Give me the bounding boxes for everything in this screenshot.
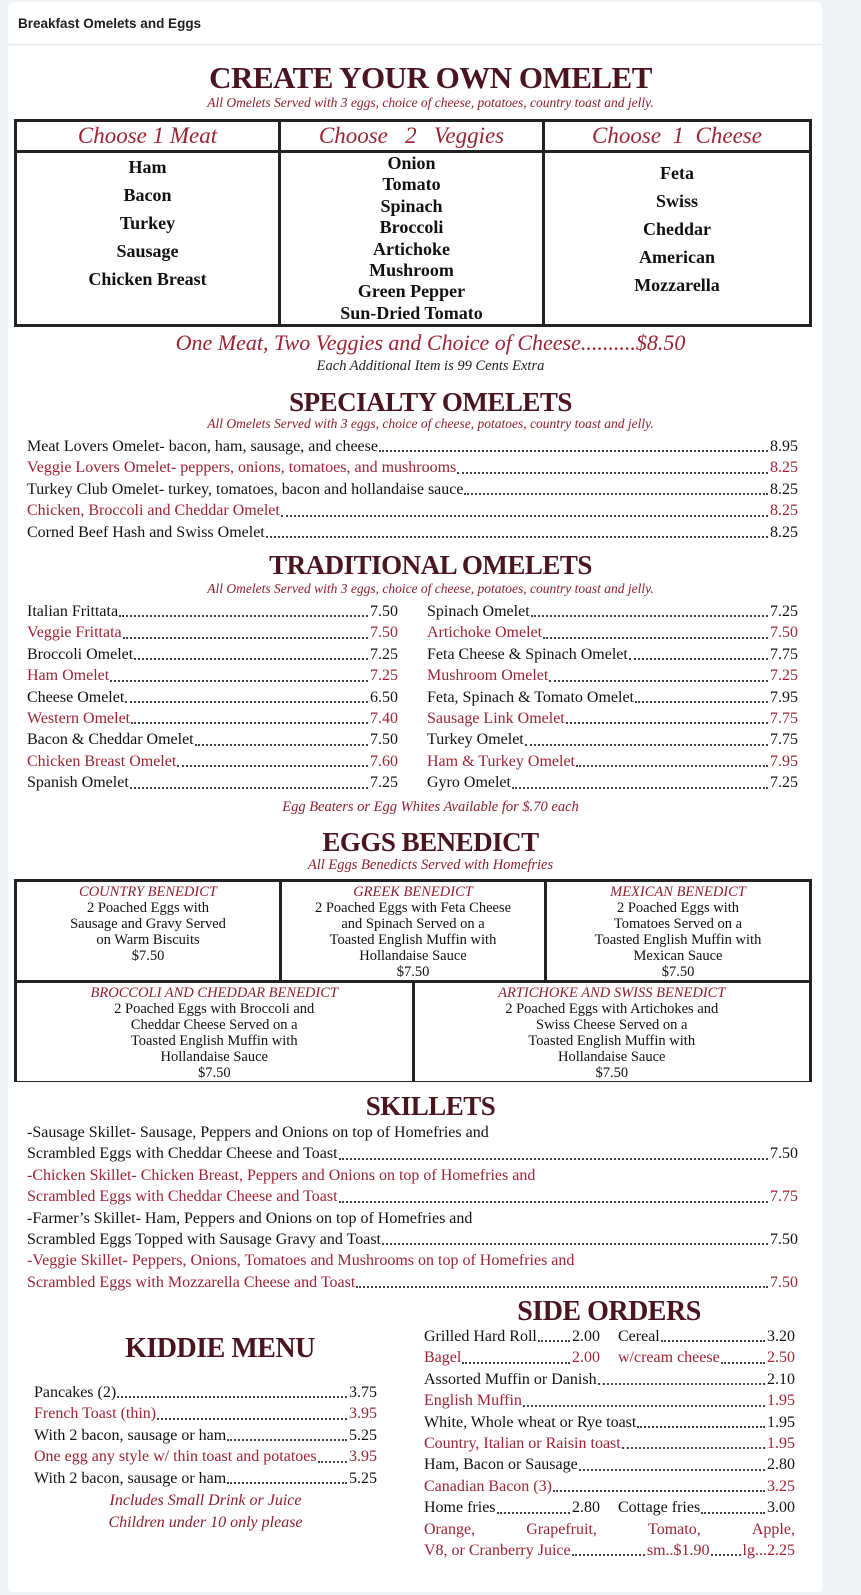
item-name: With 2 bacon, sausage or ham [34, 1426, 227, 1444]
egg-whites-note: Egg Beaters or Egg Whites Available for $.70 each [282, 799, 579, 815]
leader-dots [598, 1369, 765, 1385]
benedict-desc-line: 2 Poached Eggs with Feta Cheese [314, 900, 512, 916]
skillets-title: SKILLETS [365, 1091, 496, 1121]
juice-item [424, 1519, 795, 1562]
traditional-item [427, 729, 798, 750]
create-extra-note: Each Additional Item is 99 Cents Extra [316, 358, 545, 374]
benedict-name: MEXICAN BENEDICT [610, 884, 746, 900]
benedict-desc-line: Tomatoes Served on a [613, 916, 743, 932]
leader-dots [195, 729, 368, 745]
side-pair-row [424, 1347, 795, 1368]
item-price: 2.80 [767, 1456, 795, 1474]
side-item-b [618, 1347, 795, 1368]
item-price: 3.00 [767, 1499, 795, 1517]
skillet-item [27, 1250, 798, 1293]
traditional-item [427, 665, 798, 686]
choice-column [281, 122, 545, 324]
item-name: Country, Italian or Raisin toast [424, 1435, 621, 1453]
traditional-list-right [427, 601, 798, 794]
item-price: 3.95 [349, 1448, 377, 1466]
leader-dots [339, 1143, 768, 1159]
item-price: 2.00 [572, 1349, 600, 1367]
sides-list [424, 1326, 795, 1561]
juice-large-price: lg...2.25 [742, 1542, 795, 1560]
choice-column [17, 122, 281, 324]
item-price: 6.50 [370, 688, 398, 706]
item-name: Turkey Club Omelet- turkey, tomatoes, bacon and hollandaise sauce [27, 480, 464, 498]
item-name: Veggie Frittata [27, 624, 122, 642]
benedict-table [14, 879, 812, 1082]
juice-name: Apple, [751, 1520, 795, 1538]
item-price: 2.50 [767, 1349, 795, 1367]
benedict-price: $7.50 [197, 1065, 231, 1081]
benedict-desc-line: Toasted English Muffin with [130, 1033, 298, 1049]
item-name: Spinach Omelet [427, 603, 530, 620]
leader-dots [119, 601, 368, 617]
item-price: 7.50 [370, 731, 398, 749]
item-name: Corned Beef Hash and Swiss Omelet [27, 523, 265, 541]
leader-dots [579, 1454, 765, 1470]
kiddie-note: Includes Small Drink or Juice [109, 1492, 302, 1509]
leader-dots [523, 1390, 765, 1406]
side-item [424, 1390, 795, 1411]
traditional-item [27, 687, 398, 708]
item-name: Turkey Omelet [427, 731, 524, 749]
item-price: 7.95 [770, 752, 798, 770]
juice-name: Tomato, [648, 1520, 701, 1538]
leader-dots [635, 687, 768, 703]
leader-dots [701, 1497, 765, 1513]
column-header: Choose 1 Meat [17, 122, 278, 153]
item-price: 7.60 [370, 752, 398, 770]
side-item [424, 1454, 795, 1475]
leader-dots [110, 665, 368, 681]
benedict-cell [415, 983, 810, 1081]
benedict-name: COUNTRY BENEDICT [79, 884, 217, 900]
benedict-price: $7.50 [595, 1065, 629, 1081]
leader-dots [379, 436, 768, 452]
option-item: Sun-Dried Tomato [340, 302, 483, 323]
item-price: 3.20 [767, 1328, 795, 1345]
leader-dots [543, 622, 768, 638]
item-price: 7.25 [370, 774, 398, 792]
item-name: Cottage fries [618, 1499, 701, 1517]
leader-dots [134, 644, 368, 660]
juice-name: Orange, [424, 1520, 476, 1538]
item-price: 2.10 [767, 1370, 795, 1388]
benedict-price: $7.50 [661, 964, 695, 980]
item-name: With 2 bacon, sausage or ham [34, 1469, 227, 1487]
benedict-desc-line: Mexican Sauce [633, 948, 723, 964]
kiddie-list [34, 1382, 377, 1489]
skillet-desc-line: -Sausage Skillet- Sausage, Peppers and Onions on top of Homefries and [27, 1124, 489, 1141]
benedict-desc-line: 2 Poached Eggs with [86, 900, 210, 916]
item-name: Bacon & Cheddar Omelet [27, 731, 194, 749]
benedict-desc-line: Sausage and Gravy Served [70, 916, 226, 932]
option-item: American [639, 247, 715, 267]
option-item: Broccoli [379, 217, 444, 238]
benedict-desc-line: and Spinach Served on a [341, 916, 485, 932]
item-price: 3.25 [767, 1477, 795, 1495]
create-title: CREATE YOUR OWN OMELET [209, 60, 652, 95]
item-price: 7.50 [370, 603, 398, 620]
specialty-title: SPECIALTY OMELETS [289, 387, 572, 417]
item-price: 1.95 [767, 1435, 795, 1453]
item-price: 7.50 [770, 1231, 798, 1249]
item-price: 1.95 [767, 1413, 795, 1431]
option-item: Mozzarella [634, 275, 720, 295]
leader-dots [227, 1468, 347, 1484]
item-name: Cereal [618, 1328, 660, 1345]
item-name: Veggie Lovers Omelet- peppers, onions, tomatoes, and mushrooms [27, 459, 457, 477]
leader-dots [130, 772, 368, 788]
scrollbar[interactable] [822, 44, 861, 1595]
leader-dots [131, 708, 368, 724]
kiddie-item [34, 1425, 377, 1446]
leader-dots [525, 729, 768, 745]
specialty-item [27, 436, 798, 457]
juice-small-price: sm..$1.90 [646, 1542, 710, 1560]
item-name: French Toast (thin) [34, 1405, 157, 1423]
item-price: 8.25 [770, 480, 798, 498]
juice-line-2 [424, 1540, 795, 1561]
benedict-price: $7.50 [396, 964, 430, 980]
choice-column [545, 122, 809, 324]
kiddie-title: KIDDIE MENU [125, 1333, 315, 1364]
item-name: Chicken, Broccoli and Cheddar Omelet [27, 502, 280, 520]
column-header: Choose 1 Cheese [545, 122, 809, 153]
skillet-item [27, 1165, 798, 1208]
item-name: Chicken Breast Omelet [27, 752, 177, 770]
item-name: Scrambled Eggs with Cheddar Cheese and Toast [27, 1145, 338, 1163]
traditional-item [427, 772, 798, 793]
leader-dots [637, 1412, 765, 1428]
specialty-item [27, 522, 798, 543]
item-price: 5.25 [349, 1469, 377, 1487]
side-item [424, 1412, 795, 1433]
option-item: Cheddar [642, 219, 711, 239]
juice-name: Grapefruit, [526, 1520, 597, 1538]
item-price: 7.75 [770, 1188, 798, 1206]
leader-dots [117, 1382, 347, 1398]
option-item: Spinach [380, 195, 443, 216]
side-item [424, 1433, 795, 1454]
column-items [545, 153, 809, 324]
specialty-item [27, 457, 798, 478]
leader-dots [549, 665, 768, 681]
benedict-cell [282, 882, 544, 980]
column-header: Choose 2 Veggies [281, 122, 542, 153]
kiddie-item [34, 1382, 377, 1403]
item-name: Ham, Bacon or Sausage [424, 1456, 578, 1474]
skillet-price-row [27, 1229, 798, 1250]
item-price: 2.00 [572, 1328, 600, 1345]
benedict-desc-line: Toasted English Muffin with [528, 1033, 696, 1049]
benedict-desc-line: on Warm Biscuits [96, 932, 200, 948]
item-name: Pancakes (2) [34, 1384, 117, 1401]
item-name: Ham & Turkey Omelet [427, 752, 575, 770]
leader-dots [125, 687, 368, 703]
traditional-item [27, 772, 398, 793]
traditional-item [427, 644, 798, 665]
item-name: Sausage Link Omelet [427, 710, 565, 728]
specialty-list [27, 436, 798, 543]
kiddie-notes [34, 1490, 377, 1534]
leader-dots [318, 1446, 347, 1462]
item-price: 7.25 [770, 667, 798, 685]
skillet-item [27, 1122, 798, 1165]
item-price: 2.80 [572, 1499, 600, 1517]
side-item [424, 1369, 795, 1390]
option-item: Chicken Breast [88, 269, 207, 289]
leader-dots [538, 1326, 570, 1342]
item-price: 7.50 [770, 624, 798, 642]
leader-dots [177, 751, 368, 767]
item-name: Gyro Omelet [427, 774, 511, 792]
side-pair-row [424, 1497, 795, 1518]
item-price: 8.25 [770, 523, 798, 541]
benedict-desc-line: Hollandaise Sauce [160, 1049, 268, 1065]
item-name: Feta, Spinach & Tomato Omelet [427, 688, 634, 706]
item-price: 7.50 [370, 624, 398, 642]
leader-dots [457, 457, 768, 473]
leader-dots [382, 1229, 768, 1245]
traditional-item [27, 708, 398, 729]
item-price: 7.95 [770, 688, 798, 706]
leader-dots [266, 522, 768, 538]
leader-dots [661, 1326, 765, 1342]
item-name: Scrambled Eggs with Cheddar Cheese and Toast [27, 1188, 338, 1206]
skillet-price-row [27, 1272, 798, 1293]
item-name: w/cream cheese [618, 1349, 720, 1367]
item-name: Bagel [424, 1349, 462, 1367]
traditional-item [27, 665, 398, 686]
item-name: Feta Cheese & Spinach Omelet [427, 645, 628, 663]
create-price-line: One Meat, Two Veggies and Choice of Cheese..........$8.50 [175, 330, 686, 355]
item-price: 7.40 [370, 710, 398, 728]
item-name: Scrambled Eggs with Mozzarella Cheese and Toast [27, 1273, 356, 1291]
leader-dots [622, 1433, 765, 1449]
specialty-subtitle: All Omelets Served with 3 eggs, choice of cheese, potatoes, country toast and jelly. [207, 416, 654, 431]
leader-dots [576, 751, 768, 767]
benedict-desc-line: 2 Poached Eggs with [616, 900, 740, 916]
leader-dots [281, 500, 768, 516]
item-name: Home fries [424, 1499, 496, 1517]
option-item: Swiss [655, 191, 699, 211]
leader-dots [462, 1347, 570, 1363]
option-item: Turkey [119, 213, 176, 233]
item-price: 7.50 [770, 1273, 798, 1291]
side-pair-row [424, 1326, 795, 1347]
item-price: 7.25 [770, 774, 798, 792]
option-item: Sausage [116, 241, 179, 261]
window-title: Breakfast Omelets and Eggs [8, 2, 822, 45]
benedict-desc-line: Toasted English Muffin with [594, 932, 762, 948]
leader-dots [711, 1540, 741, 1556]
item-price: 8.25 [770, 459, 798, 477]
leader-dots [339, 1186, 768, 1202]
traditional-item [27, 729, 398, 750]
item-price: 7.25 [770, 603, 798, 620]
leader-dots [721, 1347, 765, 1363]
option-item: Green Pepper [357, 281, 466, 302]
benedict-subtitle: All Eggs Benedicts Served with Homefries [307, 857, 554, 873]
item-name: Broccoli Omelet [27, 645, 134, 663]
traditional-item [427, 687, 798, 708]
item-price: 7.25 [370, 667, 398, 685]
side-item-a [424, 1326, 600, 1347]
benedict-desc-line: 2 Poached Eggs with Broccoli and [114, 1001, 315, 1017]
skillet-item [27, 1208, 798, 1251]
benedict-desc-line: Hollandaise Sauce [359, 948, 467, 964]
traditional-item [427, 622, 798, 643]
leader-dots [629, 644, 768, 660]
item-name: Canadian Bacon (3) [424, 1477, 552, 1495]
leader-dots [356, 1272, 768, 1288]
traditional-item [27, 644, 398, 665]
item-name: Ham Omelet [27, 667, 110, 685]
benedict-desc-line: Swiss Cheese Served on a [536, 1017, 688, 1033]
side-item-a [424, 1347, 600, 1368]
option-item: Ham [128, 157, 167, 177]
item-name: Cheese Omelet [27, 688, 125, 706]
leader-dots [572, 1540, 645, 1556]
benedict-row-1 [17, 882, 809, 980]
item-price: 8.25 [770, 502, 798, 520]
side-item-a [424, 1497, 600, 1518]
skillet-price-row [27, 1143, 798, 1164]
item-name: Meat Lovers Omelet- bacon, ham, sausage, and cheese [27, 438, 378, 455]
traditional-item [427, 708, 798, 729]
create-subtitle: All Omelets Served with 3 eggs, choice of cheese, potatoes, country toast and jelly. [207, 95, 654, 110]
leader-dots [123, 622, 368, 638]
option-item: Feta [660, 163, 694, 183]
benedict-cell [17, 983, 412, 1081]
kiddie-item [34, 1468, 377, 1489]
item-name: One egg any style w/ thin toast and potatoes [34, 1448, 317, 1466]
option-item: Mushroom [369, 260, 454, 281]
traditional-title: TRADITIONAL OMELETS [269, 550, 592, 580]
skillet-desc-line: -Veggie Skillet- Peppers, Onions, Tomatoes and Mushrooms on top of Homefries and [27, 1252, 575, 1270]
kiddie-note: Children under 10 only please [108, 1514, 303, 1531]
item-name: Mushroom Omelet [427, 667, 549, 685]
item-name: White, Whole wheat or Rye toast [424, 1413, 637, 1431]
traditional-item [427, 601, 798, 622]
specialty-item [27, 500, 798, 521]
traditional-list-left [27, 601, 398, 794]
leader-dots [464, 479, 768, 495]
item-name: Scrambled Eggs Topped with Sausage Gravy and Toast [27, 1231, 381, 1249]
item-price: 3.95 [349, 1405, 377, 1423]
leader-dots [566, 708, 768, 724]
item-price: 1.95 [767, 1392, 795, 1410]
leader-dots [553, 1476, 765, 1492]
side-item-b [618, 1497, 795, 1518]
benedict-desc-line: Cheddar Cheese Served on a [130, 1017, 298, 1033]
create-omelet-table [14, 119, 812, 327]
item-price: 7.75 [770, 731, 798, 749]
leader-dots [157, 1403, 347, 1419]
skillet-price-row [27, 1186, 798, 1207]
leader-dots [497, 1497, 570, 1513]
benedict-name: GREEK BENEDICT [353, 884, 473, 900]
leader-dots [512, 772, 768, 788]
benedict-name: BROCCOLI AND CHEDDAR BENEDICT [90, 985, 338, 1001]
kiddie-item [34, 1446, 377, 1467]
specialty-item [27, 479, 798, 500]
item-price: 7.75 [770, 645, 798, 663]
benedict-row-2 [17, 983, 809, 1081]
traditional-item [27, 751, 398, 772]
option-item: Bacon [123, 185, 172, 205]
juice-line-1 [424, 1519, 795, 1540]
column-items [281, 153, 542, 324]
side-item-b [618, 1326, 795, 1347]
item-name: Spanish Omelet [27, 774, 129, 792]
item-price: 3.75 [349, 1384, 377, 1401]
traditional-item [27, 601, 398, 622]
item-name: Artichoke Omelet [427, 624, 543, 642]
item-name: Assorted Muffin or Danish [424, 1370, 597, 1388]
leader-dots [531, 601, 768, 617]
benedict-cell [17, 882, 279, 980]
item-name: Italian Frittata [27, 603, 119, 620]
benedict-price: $7.50 [131, 948, 165, 964]
skillets-list [27, 1122, 798, 1293]
column-items [17, 153, 278, 324]
option-item: Tomato [382, 174, 441, 195]
traditional-subtitle: All Omelets Served with 3 eggs, choice of cheese, potatoes, country toast and jelly. [207, 581, 654, 596]
item-name: Grilled Hard Roll [424, 1328, 537, 1345]
benedict-cell [547, 882, 809, 980]
kiddie-item [34, 1403, 377, 1424]
skillet-desc-line: -Chicken Skillet- Chicken Breast, Peppers and Onions on top of Homefries and [27, 1166, 536, 1184]
traditional-item [27, 622, 398, 643]
skillet-desc-line: -Farmer’s Skillet- Ham, Peppers and Onions on top of Homefries and [27, 1209, 473, 1227]
item-price: 8.95 [770, 438, 798, 455]
side-item [424, 1476, 795, 1497]
item-price: 7.25 [370, 645, 398, 663]
benedict-desc-line: Hollandaise Sauce [557, 1049, 666, 1065]
item-price: 7.50 [770, 1145, 798, 1163]
benedict-desc-line: Toasted English Muffin with [329, 932, 497, 948]
benedict-name: ARTICHOKE AND SWISS BENEDICT [498, 985, 726, 1001]
traditional-item [427, 751, 798, 772]
item-price: 7.75 [770, 710, 798, 728]
sides-title: SIDE ORDERS [517, 1296, 701, 1327]
item-name: V8, or Cranberry Juice [424, 1542, 571, 1560]
option-item: Onion [387, 153, 436, 173]
benedict-desc-line: 2 Poached Eggs with Artichokes and [505, 1001, 719, 1017]
option-item: Artichoke [373, 238, 450, 259]
item-name: Western Omelet [27, 710, 131, 728]
item-name: English Muffin [424, 1392, 522, 1410]
benedict-title: EGGS BENEDICT [322, 827, 539, 857]
item-price: 5.25 [349, 1426, 377, 1444]
leader-dots [227, 1425, 347, 1441]
